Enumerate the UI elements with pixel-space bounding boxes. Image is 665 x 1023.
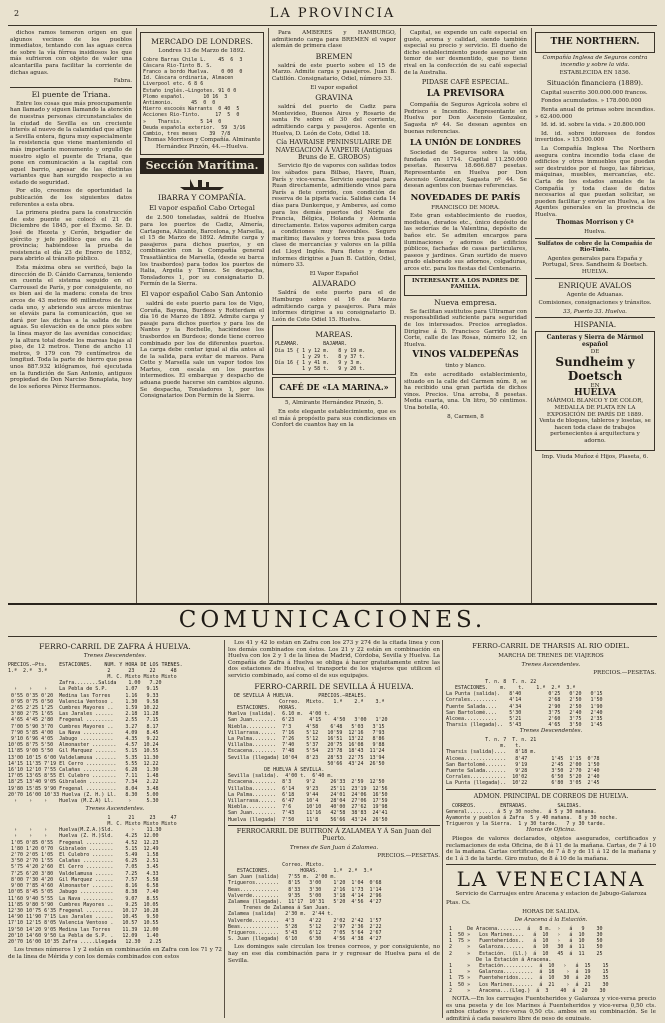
- article-signature: Fabra.: [113, 78, 132, 85]
- column-divider: [531, 28, 532, 603]
- customs-agent-name: ENRIQUE AVALOS: [558, 280, 632, 290]
- masthead: [10, 6, 655, 24]
- tharsis-title: FERRO-CARRIL DE THARSIS AL RIO ODIEL.: [472, 642, 630, 650]
- zafra-title: FERRO-CARRIL DE ZAFRA Á HUELVA.: [39, 642, 191, 651]
- customs-agent-text: Comisiones, consignaciones y tránsitos.: [538, 300, 652, 307]
- section-rule: [8, 603, 657, 605]
- tharsis-subtitle: MARCHA DE TRENES DE VIAJEROS: [498, 653, 604, 659]
- northern-line: Capital suscrito 300.000.000 francos.: [541, 89, 648, 96]
- sevilla-timetable: [228, 640, 440, 1020]
- cafe-name: CAFÉ DE «LA MARINA.»: [279, 382, 389, 393]
- market-line: Cáscara Rio-Tinto B. S.: [143, 62, 213, 69]
- ad-text: En este acreditado establecimiento, situado en la calle del Carmen núm. 8, se ha recibido una gran partida de dichos vinos. Precios. Una arroba, 8 pesetas. Media cuarta, una. Un litro, 50 céntimos. Una botella, 40.: [404, 371, 527, 411]
- cafe-ad: [272, 377, 396, 398]
- marble-text: MÁRMOL BLANCO Y DE COLOR, MEDALLA DE PLATA EN LA EXPOSICIÓN DE PARÍS DE 1889. Venta de bloques, tableros y losetas, se hacen toda clase de trabajos pertenecientes á arquitectura y adorno.: [539, 398, 651, 444]
- ad-text: saldrá de este puerto sobre el 15 de Marzo. Admite carga y pasajeros. Juan B. Catillón. Consignatario, Odiel, número 33.: [272, 62, 396, 82]
- ad-text: En este elegante establecimiento, que es el más á propósito para sus condiciones en Confort de cuantos hay en la: [272, 409, 396, 429]
- market-line: Id. Cáscara ordinaria, Almacen Liverpool etc. 6 8 6: [143, 75, 234, 88]
- buitron-subtitle: Trenes de San Juan á Zalamea.: [289, 844, 379, 851]
- notice-box: [404, 275, 527, 296]
- column-divider: [268, 28, 269, 603]
- market-line: Antimonio. 45 0 0: [143, 100, 216, 107]
- tide-table: [272, 325, 396, 375]
- veneciana-hours: HORAS DE SALIDA.: [522, 908, 580, 915]
- ad-text: Servicio fijo de vapores con salidas todos los sábados para Bilbao, Havre, Ruan, París y vice-versa. Servicio especial para Ruan directamente, admitiendo vinos para París a flete corrido, con condición de reserva de la pipeta vacía. Salidas cada 14 días para Dunkerque, y Amberes, así como para los demás puertos del Norte de Francia, Bélgica, Holanda y Alemania directamente. Estos vapores admiten carga a condiciones muy favorables. Seguro marítimo; flavales y torres tres pasa toda clase de mercancías y valores en la pilila del Lloyd Inglés. Para fletes y demas informes dirigirse a Juan B. Catilón, Odiel, número 33.: [272, 163, 396, 269]
- article-paragraph: Entre los cosas que más preocupamente han llamado y siguen llamando la atención de nuestras personas circunstanciales de la ciudad de Sevilla es un creciente interés al nuevo de la calamidad que aflige a Sevilla entera, figura muy especialmente la resistencia que viene manteniendo el más importante monumento y orgullo de nuestro siglo el puente de Triana, que pone en comunicación a la capital con aquel barrio, apesar de las distintas variantes que han surgido respecto a su estado de seguridad.: [10, 100, 132, 186]
- marble-city: HUELVA: [574, 387, 616, 398]
- ship-illustration: [140, 177, 264, 191]
- column-3: [272, 30, 396, 600]
- company-name: Cía HAVRAISE PENINSULAIRE DE NAVEGACION Á VAPEUR (Antiguas Bruns de E. GROBOS): [275, 138, 393, 161]
- shop-name: NOVEDADES DE PARÍS: [410, 191, 521, 202]
- market-line: Cobre Barras Chile L. 45 6 3: [143, 56, 243, 63]
- northern-line: Renta anual de primas sobre incendios. » 62.400.000: [535, 106, 655, 120]
- market-line: Hierro escocés Warrants 0 40 5: [143, 106, 240, 113]
- article-paragraph: La primera piedra para la construcción de este puente se colocó el 21 de Diciembre de 1845, por el Excmo. Sr. D. José de Hezeta y Cerón, brigadier de ejército y jefe político que era de la provincia; habiéndose la prueba de resistencia el día 23 de Enero de 1852, para abrirlo al tránsito público.: [10, 210, 132, 263]
- ship-description: saldrá de este puerto para los de Vigo, Coruña, Bayona, Burdeos y Rotterdam el día 16 de Marzo de 1892. Admite carga y pasaje para dichos puertos y para los de Nantes y la Rochelle, haciéndose los trasbordos en Burdeos; donde tiene correo combinado por los de diferentes puertos. La carga debe contar igual al día antes al de la salida, para evitar de mareos. Para Cette y Marsella sale un vapor todos los Martes, con escala en los puertos intermedios. El embarque y despacho de aduana puede hacerse sin cambios alguno. Se despacha, Tonsladores 1, por los Consignatarios Don Fermín de la Sierra.: [140, 300, 264, 400]
- buitron-note: Los domingos sale circulan los trenes correos, y por consiguiente, no hay en ese día combinación para ir y regresar de Huelva para el de Sevilla.: [228, 944, 440, 964]
- company-name: IBARRA Y COMPAÑÍA.: [157, 193, 247, 203]
- veneciana-note: NOTA.—En los carruajes Fuenteheridos y Galaroza y vice-versa precio es una peseta y de los Marines á Fuenteheridos y vice-versa 0,50 cts. ambos citados y vice-versa 0,50 cts. ambos en su combinación. Se le admitirá á cada pasajero libre de peso de equipaje.: [446, 996, 656, 1020]
- ad-text: El vapor español: [310, 84, 358, 91]
- column-5: [535, 30, 655, 600]
- article-paragraph: Por ello, creemos de oportunidad la publicación de los siguientes datos referentes a esta obra.: [10, 188, 132, 208]
- tide-header: PLEAMAR. BAJAMAR.: [275, 341, 348, 348]
- header-rule: [8, 25, 657, 26]
- ad-text: Este gran establecimiento de ruedos, modistas, derados etc., único depósito de las sederías de la Valentina, depósito de baños etc. Se admiten encargos para iluminaciones y adornos de edificios públicos, fachadas de casas particulares, paseos y jardines. Gran surtido de nuevo grado elaborado sus adornos, colgaduras, arcos etc. para los fiestas del Centenario.: [404, 213, 527, 273]
- seccion-maritima-banner: Sección Marítima.: [140, 158, 264, 174]
- veneciana-route: De Aracena á la Estación.: [514, 917, 588, 924]
- column-divider: [136, 28, 137, 603]
- zafra-subtitle: Trenes Descendentes.: [83, 653, 147, 659]
- notice-heading: INTERESANTE A LOS PADRES DE FAMILIA.: [411, 277, 520, 291]
- tharsis-subtitle: Trenes Descendentes.: [519, 728, 583, 735]
- page-number: 2: [14, 9, 20, 18]
- office-hours-text: Pliegos de valores declarados, objetos asegurados, certificados y reclamaciones de esta Oficina, de 8 á 11 de la mañana. Cartas, de 7 á 10 de la mañana. Cartas certificadas, de 7 á 8 y de 11 á 12 de la mañana y de 1 á 3 de la tarde. Giro mutuo, de 8 á 10 de la mañana.: [446, 836, 656, 862]
- veneciana-table: 1 De Aracena........ á 8 m. › á 9 30 1 50 » Los Marines.... á 10 › á 10 30 1 75 » Fuenteheridos.. á 10 › á 10 50 2 » Galaroza....... á 10 30 á 11 50 2 » Estación. (Ll.) á 10 45 á 11 25 De la Estación á Aracena. 1 » Estación.......... á 10 › á 15 15 1 » Galaroza.......... á 18 › á 19 15 1 75 » Fuenteheridos..... á 10 30 á 20 35 1 50 » Los Marines....... á 21 › á 21 30 2 » Aracena...(Lleg.) á 3 40 á 20 30: [449, 925, 609, 994]
- column-divider: [400, 28, 401, 603]
- northern-agent: Thomas Morrison y Cª: [556, 219, 634, 227]
- newspaper-title: LA PROVINCIA: [269, 6, 396, 21]
- marble-company: Sundheim y Doetsch: [555, 355, 635, 384]
- market-line: Deuda española exterior. 59 3/16: [143, 124, 246, 131]
- tide-row: 1 y 29 t. 8 y 37 t.: [275, 353, 366, 360]
- section-rule: [8, 636, 657, 637]
- cafe-address: 5, Almirante Hernández Pinzón, 5.: [285, 400, 383, 407]
- sevilla-intro: Los 41 y 42 lo están en Zafra con los 273 y 274 de la citada línea y con los demás combinados con éstos. Los 21 y 22 están en combinación en Huelva con los 2 y 1 de la línea de Madrid, Córdoba, Sevilla y Huelva. La Compañía de Zafra á Huelva se obliga á hacer gratuitamente entre las dos estaciones de Huelva, el transporte de los viajeros que utilicen el servicio combinado, así como el de sus equipajes.: [228, 640, 440, 679]
- zafra-note: Los trenes números 1 y 2 están en combinación en Zafra con los 71 y 72 de la línea de Mérida y con los demás combinados con estos: [8, 947, 222, 960]
- northern-box: [535, 32, 655, 53]
- northern-line: Fondos acumulados. » 178.000.000: [541, 98, 642, 105]
- wine-heading: VINOS VALDEPEÑAS: [412, 350, 519, 361]
- comunicaciones-heading: COMUNICACIONES.: [178, 607, 487, 633]
- column-2: [140, 30, 264, 600]
- ship-name: BREMEN: [315, 51, 353, 61]
- tide-row: Día 16 { 1 y 41 m. 9 y 3 m.: [275, 360, 363, 367]
- ad-text: El Vapor Español: [309, 270, 359, 277]
- northern-established: ESTABLECIDA EN 1836.: [559, 70, 631, 77]
- column-divider: [442, 640, 443, 1018]
- market-line: Estaño inglés.—Lingotes. 91 0 0: [143, 87, 237, 94]
- tharsis-descending-table: T. n. 7 T. n. 21 m. t. Tharsis (salida).... 8'18 m. Alcoea.............. 8'47 1'45 1'15 0'78 San Bartolomé....... 9'19 2'45 2'00 1'50 Fuente Salada....... 9'28 3'50 2'70 2'40 Corrales............ 10'02 6'50 5'20 2'40 La Punta (llegada).. 10'22 6'80 3'05 2'45: [446, 737, 600, 787]
- sulfate-heading: Sulfatos de cobre de la Compañía de Rio-Tinto.: [537, 240, 653, 254]
- post-office-title: ADMON. PRINCIPAL DE CORREOS DE HUELVA.: [473, 792, 629, 800]
- market-date: Londres 13 de Marzo de 1892.: [158, 48, 246, 54]
- market-line: » Tharsis. 5 14 0: [143, 118, 222, 125]
- zafra-ascending-table: 1 21 23 47 M. C. Mixto Mixto Mixto › › › Huelva(M.Z.A.)Sld. › 11.30 › › › Huelva (Z. H.)Sld. 4.25 12.00 1'05 0'85 0'55 Fregenal ......... 4.52 12.23 1'80 1'20 0'70 Gibraleón ........ 5.15 12.49 2'70 2'05 1'05 El Culebro ....... 5.49 1.58 3'50 2'70 1'55 Calañas .......... 6.25 2.51 5'75 4'20 2'60 El Cerro ......... 7.05 3.45 7'25 6'20 3'80 Valdelamusa ...... 7.25 4.33 8'00 7'30 4'20 Gil Marquez ...... 7.57 5.58 9'00 7'85 4'60 Almonaster ....... 8.16 6.58 10'05 8'45 5'05 Jabugo ........... 8.38 7.40 11'60 9'40 5'55 La Nava .......... 9.07 8.55 11'85 9'80 5'90 Cumbres Mayores .. 9.25 10.05 12'30 10'75 6'35 Fregenal ......... 10.17 10.28 14'90 11'90 7'15 Las Jarales ...... 10.45 9.50 17'10 12'15 8'05 Valencia Ventoso . 10.57 10.55 19'50 14'20 9'05 Medina las Torres 11.39 12.00 20'10 14'60 9'50 La Pebla de S.P. . 12.09 1.40 20'70 16'00 10'35 Zafra .....Llegada 12.30 2.25: [8, 814, 177, 945]
- tide-row: 1 y 58 t. 9 y 20 t.: [275, 366, 366, 373]
- northern-title: THE NORTHERN.: [550, 37, 640, 47]
- ad-text: La Compañía Inglesa The Northern asegura contra incendio toda clase de edificios y otros inmuebles que puedan ser destruidos por el fuego, las fábricas, máquinas, muebles, mercancías, etc. Carta de los estados anuales de la Compañía y toda clase de datos necesarios al que puedan solicitar, se pueden facilitar y enviar en Huelva, a los Agentes generales en la provincia de Huelva.: [535, 145, 655, 218]
- veneciana-prices-label: Ptas. Cs.: [446, 900, 471, 906]
- column-1: [10, 30, 132, 600]
- buitron-prices: PRECIOS.—PESETAS.: [377, 853, 440, 860]
- northern-line: Id. id. sobre intereses de fondos invertidos. » 15.500.000: [535, 130, 655, 144]
- buitron-title: FERROCARRIL DE BUITRON Á ZALAMEA Y Á San Juan del Puerto.: [236, 826, 432, 843]
- wine-address: 8, Carmen, 8: [447, 413, 484, 420]
- column-divider: [224, 640, 225, 1018]
- article-paragraph: Esta máxima obra se verificó, bajo la dirección de D. Cánido Carranza, teniendo en cuenta el sistema seguido en el Carrousel de París, y por consiguiente, no es bien así de la madera: consta de tres arcos de 43 metros 66 milímetros de luz cada uno, y abriendo sus arcos mientras se eleváis para la comunicación, que se dará por las dichas a la salida de las aguas. Su elevación es de once pies sobre la línea mayor de las avenidas conocidas; y la altura total desde los mareas bajas al piso, de 12 metros. Tiene de ancho 11 metros, 9 179 con 79 centímetros de longitud. Toda la parte de hierro que pesa unos 887.932 kilógramos, fué ejecutada en la fundición de San Antonio, antiguos propiedad de Don Narciso Bonaplata, hoy de los señores Pérez Hermanos.: [10, 265, 132, 390]
- article-heading: El puente de Triana.: [31, 89, 111, 99]
- ad-text: saldrá del puerto de Cadiz para Montevideo, Buenos Aires y Rosario de santa Fe sobre el 30 del corriente, admitiendo carga y pasajeros. Agente en Huelva, D. León de Coto, Odiel 18.: [272, 104, 396, 137]
- hispania-label: HISPANIA.: [573, 320, 617, 330]
- market-line: Cambio, tres meses 39 7/8: [143, 131, 231, 138]
- zafra-subtitle: Trenes Ascendentes.: [85, 806, 145, 813]
- buitron-table: Correo. Mixto. ESTACIONES. HORAS. 1.ª 2.ª 3.ª San Juan (salida) 7'55 m. 2'00 m. Trigueros........ 8'15 3'00 1'20 1'04 0'68 Beas............. 8'33 3'30 2'16 1'73 1'14 Valverde......... 9'35 5'00 3'18 4'14 2'96 Zalamea (llegada). 11'17 10'31 5'20 4'56 4'27 Trenes de Zalamea á San Juan. Zalamea (salida) 2'30 m. 2'44 t. Valverde......... 4'3 4'22 2'02 2'42 1'57 Beas............. 5'28 5'12 2'97 2'36 2'22 Trigueros........ 5'43 6'12 7'05 5'64 2'67 S. Juan (llegada) 6'10 6'30 4'56 4'38 4'27: [228, 861, 382, 943]
- market-firm: Thomas Morrison y Compañía. Almirante Hernández Pinzón, 44.—Huelva.: [143, 137, 261, 150]
- steamship-icon: [140, 177, 264, 191]
- ad-text: Saldrá de este puerto para el de Hamburgo sobre el 16 de Marzo admitiendo carga y pasajeros. Para más informes dirigirse a su consignatario D. León de Coto Odiel 15. Huelva.: [272, 290, 396, 323]
- market-line: Franco a bordo Huelva. 0 00 0: [143, 69, 243, 75]
- market-line: Plomo español. 10 16 3: [143, 93, 228, 100]
- market-line: Acciones Rio-Tinto. 17 5 0: [143, 112, 240, 119]
- ship-name: GRAVINA: [315, 93, 353, 103]
- ship-name: ALVARADO: [312, 279, 356, 289]
- ad-heading: PIDASE CAFÉ ESPECIAL.: [421, 78, 510, 87]
- northern-subtitle: Compañía Inglesa de Seguros contra incendio y sobre la vida.: [542, 55, 648, 68]
- ad-text: Para AMBERES y HAMBURGO, admitiendo carga para BREMEN el vapor alemán de primera clase: [272, 30, 396, 50]
- customs-agent-title: Agente de Aduanas.: [566, 291, 624, 298]
- tide-title: MAREAS.: [315, 330, 353, 340]
- market-box: [140, 32, 264, 155]
- marble-ad: [535, 331, 655, 450]
- marble-line: Canteras y Sierra de Mármol español: [546, 334, 644, 348]
- ad-text: Compañía de Seguros Agrícola sobre el Pedrisco e Incendio. Representante en Huelva por Don Ascensio Gonzalez, Sagasta nº 44. Se desean agentes en buenas referencias.: [404, 102, 527, 135]
- post-office-table: CORREOS. ENTRADAS. SALIDAS. General......... á 5 y 30 noche. á 5 y 30 mañana. Ayamonte y pueblos á Zafra 5 y 40 mañana. 8 y 30 noche. Trigueros y la Sierra. 1 y 30 tarde. 7 y 30 tarde.: [446, 802, 618, 828]
- tharsis-ascending-table: T. n. 8 T. n. 22 ESTACIONES. m. t. 1.ª 2.ª 3.ª La Punta (salida). 8'40 0'25 0'20 0'15 Corrales......... 4'14 2'68 2'50 1'50 Fuente Salada.... 4'34 2'90 2'50 1'90 San Bartolomé.... 5'30 3'75 2'40 2'40 Alcoea........... 5'21 2'60 3'75 2'35 Tharsis (llegada).. 5'43 4'65 3'50 1'45: [446, 678, 603, 729]
- shop-owner: FRANCISCO DE MORA.: [431, 204, 500, 211]
- office-hours-heading: Horas de Oficina.: [526, 827, 576, 834]
- ad-text: Se facilitan sustitutos para Ultramar con responsabilidad suficiente para seguridad de los interesados. Precios arreglados. Dirigirse á D. Francisco Garrido de la Corte, calle de las Rosas, número 12, en Huelva.: [404, 308, 527, 348]
- market-title: MERCADO DE LONDRES.: [151, 37, 253, 46]
- tharsis-timetable: [446, 640, 656, 1020]
- ad-text: Capital, se expende un café especial en gusto, aroma y calidad, siendo también especial su precio y servicio. El dueño de dicho establecimiento puede asegurar sin temor de ser desmentido, que no tiene rival en la confección de su café especial de la Australia.: [404, 30, 527, 76]
- article-paragraph: dichos ramos temeron origen en que algunos vecinos de los pueblos inmediatos, tentando con las aguas cerca de sobre la vía férrea insidiosos los que más sufrieron con objeto de valer una alcantarilla para facilitar la corriente de dichas aguas.: [10, 30, 132, 76]
- insurance-name: LA UNIÓN DE LONDRES: [410, 137, 521, 148]
- ship-name: El vapor español Cabo Ortegal: [149, 204, 255, 213]
- veneciana-subtitle: Servicio de Carruajes entre Aracena y estacion de Jabugo-Galaroza: [455, 891, 647, 898]
- printer-credit: Imp. Viuda Muñoz é Hijos, Plaseta, 6.: [541, 453, 649, 460]
- tide-row: Día 15 { 1 y 12 m. 8 y 19 m.: [275, 347, 366, 354]
- ship-description: de 2.500 toneladas, saldrá de Huelva para los puertos de Cadiz, Almería, Cartagena, Alicante, Barcelona, y Marsella, el 15 de Marzo de 1892. Admite carga y pasajeros para dichos puertos, y en combinación con la Compañía general Trasatlántica de Marsella, (desde su barca los trasbordos) para todos los puertos de Italia, Argelia y Túnez. Se despacha, Tonsladores 1, por su consignatario D. Fermín de la Sierra.: [140, 215, 264, 288]
- tharsis-prices: PRECIOS.—PESETAS.: [593, 670, 656, 677]
- tharsis-subtitle: Trenes Ascendentes.: [521, 661, 581, 668]
- northern-financial: Situación financiera (1889).: [546, 78, 644, 87]
- sevilla-table: DE SEVILLA Á HUELVA. PRECIOS.—REALES. Correo. Mixto. 1.ª 2.ª 3.ª ESTACIONES. HORAS. Huelva (salida). 6.10 m. 4'00 t. San Juan........ 6'23 4'15 4'50 3'00 1'20 Niebla.......... 7'3 4'58 6'48 5'03 3'15 Villarrasa...... 7'16 5'12 10'59 12'16 7'93 La Palma........ 7'26 5'12 16'51 13'22 8'86 Villalba........ 7'40 5'37 20'75 16'08 9'88 Escacena........ 7'48 5'54 23'78 18'43 11'24 Sevilla (llegada) 10'04 8'23 28'53 22'75 13'94 50'66 43'24 26'50 DE HUELVA Á SEVILLA. Sevilla (salida). 4'00 t. 6'40 m. Escacena........ 8'3 9'2 26'33 2'59 12'50 Villalba........ 6'14 9'23 25'11 23'19 12'56 La Palma........ 6'18 9'44 24'01 24'06 16'50 Villarrasa...... 6'47 10'4 28'04 27'06 17'59 Niebla.......... 7'6 10'10 40'00 27'62 19'98 San Juan........ 7'43 11'16 42'58 38'83 24'41 Huelva (llegada) 7'50 11'8 56'66 43'24 26'50: [228, 692, 388, 823]
- notice-subheading: Nueva empresa.: [434, 297, 497, 307]
- marble-line: EN: [590, 383, 600, 390]
- sevilla-title: FERRO-CARRIL DE SEVILLA Á HUELVA.: [254, 681, 414, 691]
- column-4: [404, 30, 527, 600]
- insurance-name: LA PREVISORA: [426, 89, 505, 100]
- northern-line: Id. id. id. sobre la vida. » 20.800.000: [541, 122, 646, 129]
- zafra-descending-table: PRECIOS.—Pts. ESTACIONES. NUM. Y HORA DE LOS TRENES. 1.ª 2.ª 3.ª 2 23 22 48 M. C. Mixto Mixto Mixto Zafra........Salida 1.00 7.20 › › › La Pebla de S.P. 1.07 9.15 0'55 0'35 0'20 Medina las Torres 1.16 9.33 0'95 0'75 0'50 Valencia Ventoso . 1.30 9.58 2'65 2'25 1'25 Cumbres Mayores .. 1.59 10.22 3'80 2'75 1'65 Las Jarales ...... 2.18 11.28 4'65 4'45 2'80 Fregenal ......... 2.55 7.15 7'00 5'90 3'70 Cumbres Mayores .. 3.27 8.17 7'90 5'85 4'00 La Nava .......... 4.09 8.45 9'10 6'96 4'05 Jabugo ........... 4.35 9.22 10'05 8'75 5'50 Almonaster ........ 4.57 10.24 11'85 9'00 5'50 Gil Marquez ....... 5.15 10.55 13'00 10'15 6'00 Valdelamusa ....... 5.35 11.30 14'15 11'35 7'19 El Cerro .......... 5.55 12.22 16'10 12'10 7'55 Calañas ........... 6.28 1.30 17'05 13'65 8'55 El Culebro ........ 7.11 1.48 18'25 13'40 9'05 Gibraleón ......... 7.34 2.22 19'80 15'85 9'90 Fregenal .......... 8.04 3.48 20'70 16'00 10'33 Huelva (Z. H.) Ll. 8.30 5.00 › › › Huelva (M.Z.A) Ll. › 5.30: [8, 661, 183, 805]
- wine-subheading: tinto y blanco.: [445, 363, 486, 370]
- ship-name: El vapor español Cabo San Antonio: [141, 289, 263, 298]
- marble-line: DE: [590, 348, 600, 355]
- ad-text: Sociedad de Seguros sobre la vida, fundada en 1714. Capital 11.250.000 pesetas. Reserva 18.666.687 pesetas. Representante en Huelva por Don Ascensio Gonzalez, Sagasta nº 44. Se desean agentes con buenas referencias.: [404, 150, 527, 190]
- customs-agent-address: 33, Puerto 33. Huelva.: [563, 308, 627, 315]
- sulfate-agents: Agentes generales para España y Portugal, Sres. Sandheim & Doetsch. HUELVA.: [542, 255, 648, 276]
- zafra-timetable: [8, 640, 222, 1020]
- northern-agent-city: Huelva.: [584, 229, 606, 236]
- veneciana-title: LA VENECIANA: [456, 867, 646, 892]
